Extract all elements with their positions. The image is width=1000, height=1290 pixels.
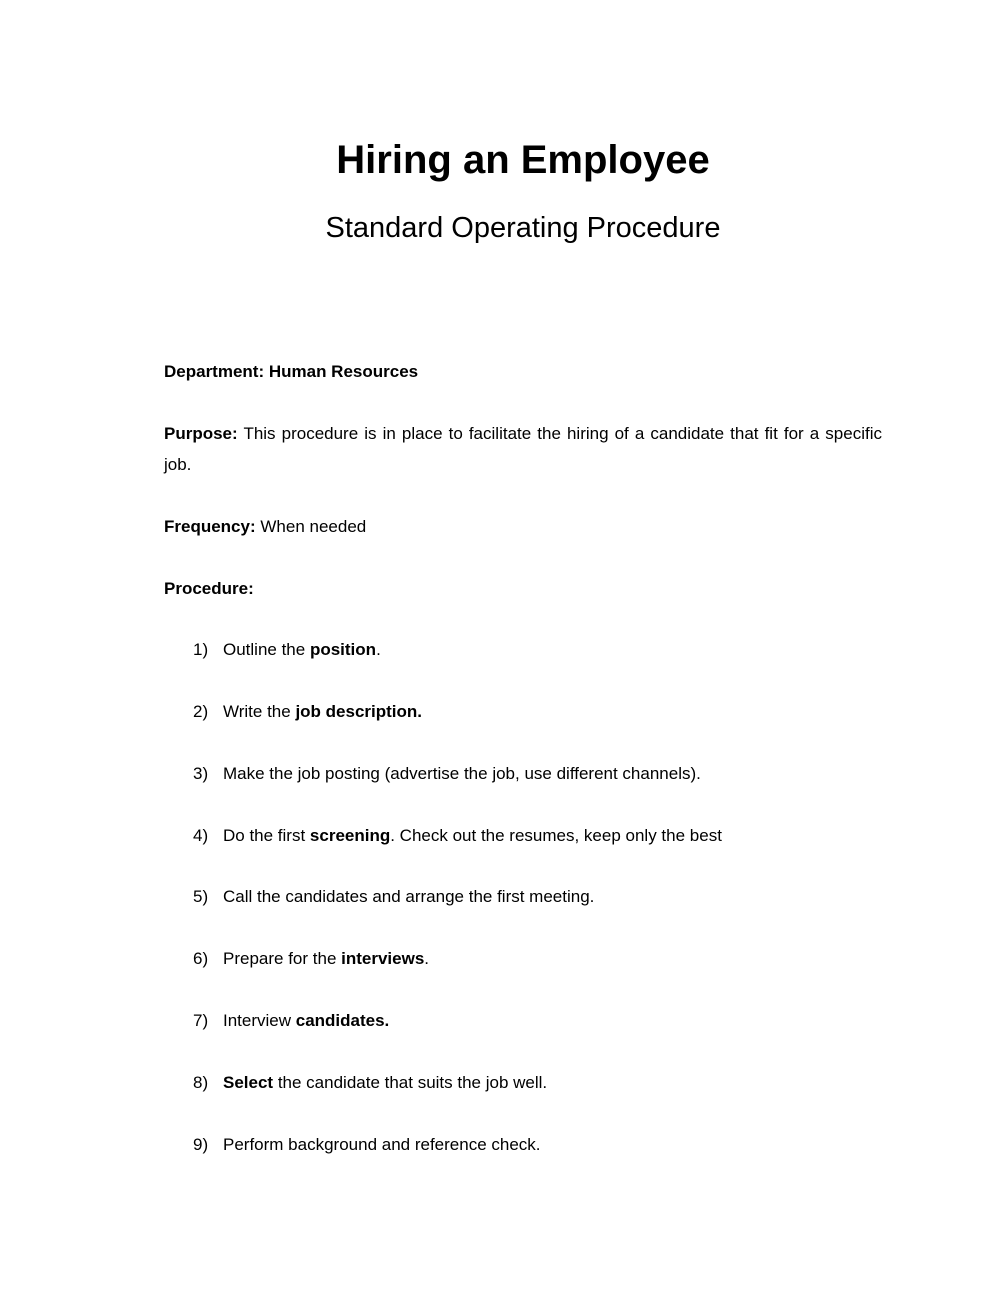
step-emphasis: job description. (295, 702, 422, 721)
step-number: 3) (193, 764, 209, 783)
procedure-step (193, 1134, 893, 1156)
procedure-label: Procedure: (164, 579, 254, 598)
document-title: Hiring an Employee (336, 138, 710, 182)
step-text-end: . (376, 640, 381, 659)
step-emphasis: position (309, 640, 377, 659)
document-subtitle: Standard Operating Procedure (325, 212, 721, 244)
step-text-end: . (424, 949, 430, 968)
step-number: 9) (193, 1135, 209, 1154)
step-emphasis: Select (223, 1073, 274, 1092)
step-text: Prepare for the (223, 949, 342, 968)
step-number: 6) (193, 949, 209, 968)
step-number: 1) (193, 640, 209, 659)
step-text: Call the candidates and arrange the first meeting. (223, 887, 595, 906)
procedure-heading (164, 573, 882, 604)
procedure-step (193, 948, 893, 970)
purpose-field (164, 418, 882, 480)
step-text-end: the candidate that suits the job well. (273, 1073, 548, 1092)
step-text: Do the first (223, 826, 310, 845)
step-text: Outline the (223, 640, 310, 659)
department-label: Department: Human Resources (164, 362, 419, 381)
step-emphasis: candidates. (295, 1011, 390, 1030)
department-field (164, 356, 882, 387)
step-number: 2) (193, 702, 209, 721)
frequency-value: When needed (255, 517, 367, 536)
frequency-label: Frequency: (164, 517, 256, 536)
step-number: 4) (193, 826, 209, 845)
step-number: 5) (193, 887, 209, 906)
procedure-step (193, 701, 893, 723)
procedure-step (193, 1010, 893, 1032)
step-text: Make the job posting (advertise the job, use different channels). (223, 764, 701, 783)
procedure-step (193, 763, 893, 785)
step-number: 8) (193, 1073, 209, 1092)
step-number: 7) (193, 1011, 209, 1030)
procedure-step (193, 639, 893, 661)
procedure-step (193, 825, 893, 847)
step-text: Write the (223, 702, 296, 721)
step-text: Interview (223, 1011, 296, 1030)
purpose-value: This procedure is in place to facilitate the hiring of a candidate that fit for a specific job. (164, 424, 882, 474)
step-emphasis: interviews (341, 949, 425, 968)
step-text: Perform background and reference check. (223, 1135, 541, 1154)
frequency-field (164, 511, 882, 542)
procedure-step (193, 1072, 893, 1094)
step-emphasis: screening (309, 826, 391, 845)
purpose-label: Purpose: (164, 424, 238, 443)
procedure-step (193, 886, 893, 908)
step-text-end: . Check out the resumes, keep only the best (390, 826, 722, 845)
